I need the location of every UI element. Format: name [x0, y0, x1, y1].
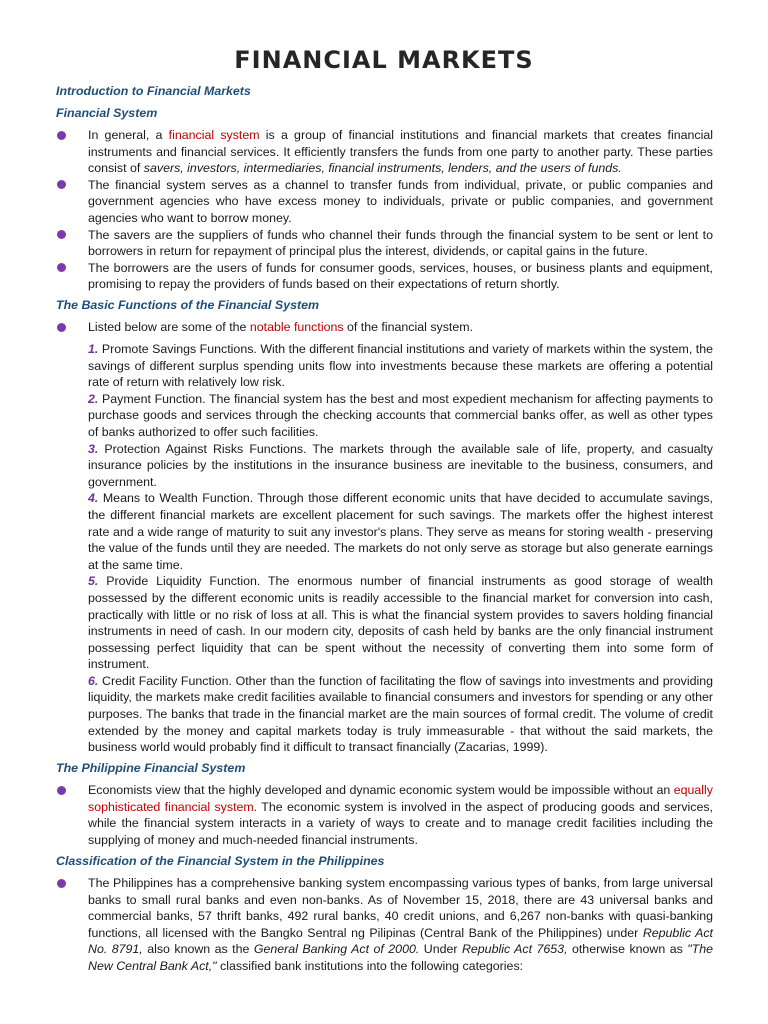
item-number: 5. — [88, 574, 99, 589]
bullet-item — [56, 260, 713, 293]
text: is a group of financial institutions and financial markets that creates financial instruments and financial services. It efficiently transfers the funds from one party to another party. These parties consist of — [88, 128, 713, 176]
text: The economic system is involved in the aspect of producing goods and services, while the financial system interacts in a variety of ways to create and to manage credit facilities including the supplying of money and much-needed financial instruments. — [88, 799, 713, 847]
text: The savers are the suppliers of funds who channel their funds through the financial system to be sent or lent to borrowers in return for repayment of principal plus the interest, dividends, or capital gains in the future. — [88, 227, 713, 259]
item-number: 2. — [88, 391, 99, 406]
function-item — [88, 341, 713, 391]
text: Provide Liquidity Function. The enormous number of financial instruments as good storage of wealth possessed by the different economic units is readily accessible to the financial market for conversion into cash, practically with little or no risk of loss at all. This is what the financial system provides to savers holding financial instruments in need of cash. In our modern city, deposits of cash held by banks are the only financial instrument possessing perfect liquidity that can be spent without the necessity of converting them into some form of instrument. — [88, 574, 713, 672]
text: Protection Against Risks Functions. The markets through the available sale of life, property, and casualty insurance policies by the institutions in the insurance business are inevitable to the business, consumers, and government. — [88, 441, 713, 489]
text: also known as the — [142, 942, 254, 957]
bullet-item — [56, 875, 713, 975]
functions-intro-bullet — [56, 319, 713, 336]
bullet-item — [56, 319, 713, 336]
function-item — [88, 441, 713, 491]
item-number: 6. — [88, 673, 99, 688]
text: Listed below are some of the — [88, 320, 250, 334]
item-number: 4. — [88, 491, 99, 506]
heading-basic-functions: The Basic Functions of the Financial System — [56, 298, 320, 312]
heading-classification: Classification of the Financial System in the Philippines — [56, 854, 385, 868]
bullet-item — [56, 782, 713, 848]
text: The borrowers are the users of funds for consumer goods, services, houses, or business plants and equipment, promising to repay the providers of funds based on their expectations of return shortly. — [88, 260, 713, 292]
highlight-sophisticated-system: equally sophisticated financial system. — [88, 783, 713, 814]
bullet-item — [56, 177, 713, 227]
bullet-icon — [57, 180, 66, 189]
text: The Philippines has a comprehensive banking system encompassing various types of banks, from large universal banks to small rural banks and even non-banks. As of November 15, 2018, there are 43 universal banks and commercial banks, 57 thrift banks, 492 rural banks, 40 credit unions, and 6,267 non-banks with quasi-banking functions, all licensed with the Bangko Sentral ng Pilipinas (Central Bank of the Philippines) under — [88, 876, 713, 940]
text: otherwise known as — [567, 942, 688, 957]
text: Promote Savings Functions. With the different financial institutions and variety of markets within the system, the savings of different surplus spending units flow into investments because these markets are offering a potential rate of return with relatively low risk. — [88, 342, 713, 390]
bullet-icon — [57, 263, 66, 272]
text: classified bank institutions into the following categories: — [216, 958, 524, 973]
italic-text: Republic Act 7653, — [461, 942, 568, 957]
function-item — [88, 391, 713, 441]
functions-list — [88, 341, 713, 756]
text: Economists view that the highly developed and dynamic economic system would be impossible without an — [88, 783, 674, 797]
bullet-item — [56, 127, 713, 177]
text: The financial system serves as a channel to transfer funds from individual, private, or public companies and government agencies who have excess money to individuals, private or public companies, and government agencies who want to borrow money. — [88, 177, 713, 225]
text: of the financial system. — [343, 320, 474, 334]
highlight-notable-functions: notable functions — [249, 320, 344, 334]
highlight-financial-system: financial system — [168, 128, 260, 142]
page-title: FINANCIAL MARKETS — [234, 46, 534, 74]
bullet-icon — [57, 879, 66, 888]
text: Under — [419, 942, 462, 957]
heading-financial-system: Financial System — [56, 106, 158, 120]
heading-philippine-financial-system: The Philippine Financial System — [56, 761, 246, 775]
financial-system-bullets — [56, 127, 713, 293]
text: Credit Facility Function. Other than the function of facilitating the flow of savings into investments and providing liquidity, the markets make credit facilities available to financial consumers and investors for spending or any other purposes. The banks that trade in the financial market are the main sources of formal credit. The volume of credit extended by the money and capital markets today is truly immeasurable - that without the said markets, the business world would probably find it difficult to transact financially (Zacarias, 1999). — [88, 673, 713, 755]
italic-text: "The New Central Bank Act," — [88, 942, 713, 973]
text: Payment Function. The financial system has the best and most expedient mechanism for affecting payments to purchase goods and services through the checking accounts that commercial banks offer, as well as other types of banks authorized to offer such facilities. — [88, 391, 713, 439]
italic-text: Republic Act No. 8791, — [88, 925, 713, 957]
bullet-icon — [57, 323, 66, 332]
classification-bullet — [56, 875, 713, 975]
item-number: 1. — [88, 342, 99, 356]
item-number: 3. — [88, 441, 99, 456]
bullet-icon — [57, 786, 66, 795]
text: Means to Wealth Function. Through those different economic units that have decided to accumulate savings, the different financial markets are excellent placement for such savings. The markets offer the highest interest rate and a wide range of maturity to suit any investor's plans. They serve as means for storing wealth - preserving the value of the funds until they are needed. The markets do not only serve as storage but also generate earnings at the same time. — [88, 491, 713, 572]
italic-text: savers, investors, intermediaries, financial instruments, lenders, and the users of funds. — [143, 161, 622, 176]
bullet-icon — [57, 131, 66, 140]
bullet-item — [56, 227, 713, 260]
function-item — [88, 573, 713, 673]
bullet-icon — [57, 230, 66, 239]
function-item — [88, 490, 713, 573]
text: In general, a — [88, 128, 169, 142]
philippine-bullet — [56, 782, 713, 848]
function-item — [88, 673, 713, 756]
heading-intro: Introduction to Financial Markets — [56, 84, 251, 98]
italic-text: General Banking Act of 2000. — [253, 942, 420, 957]
